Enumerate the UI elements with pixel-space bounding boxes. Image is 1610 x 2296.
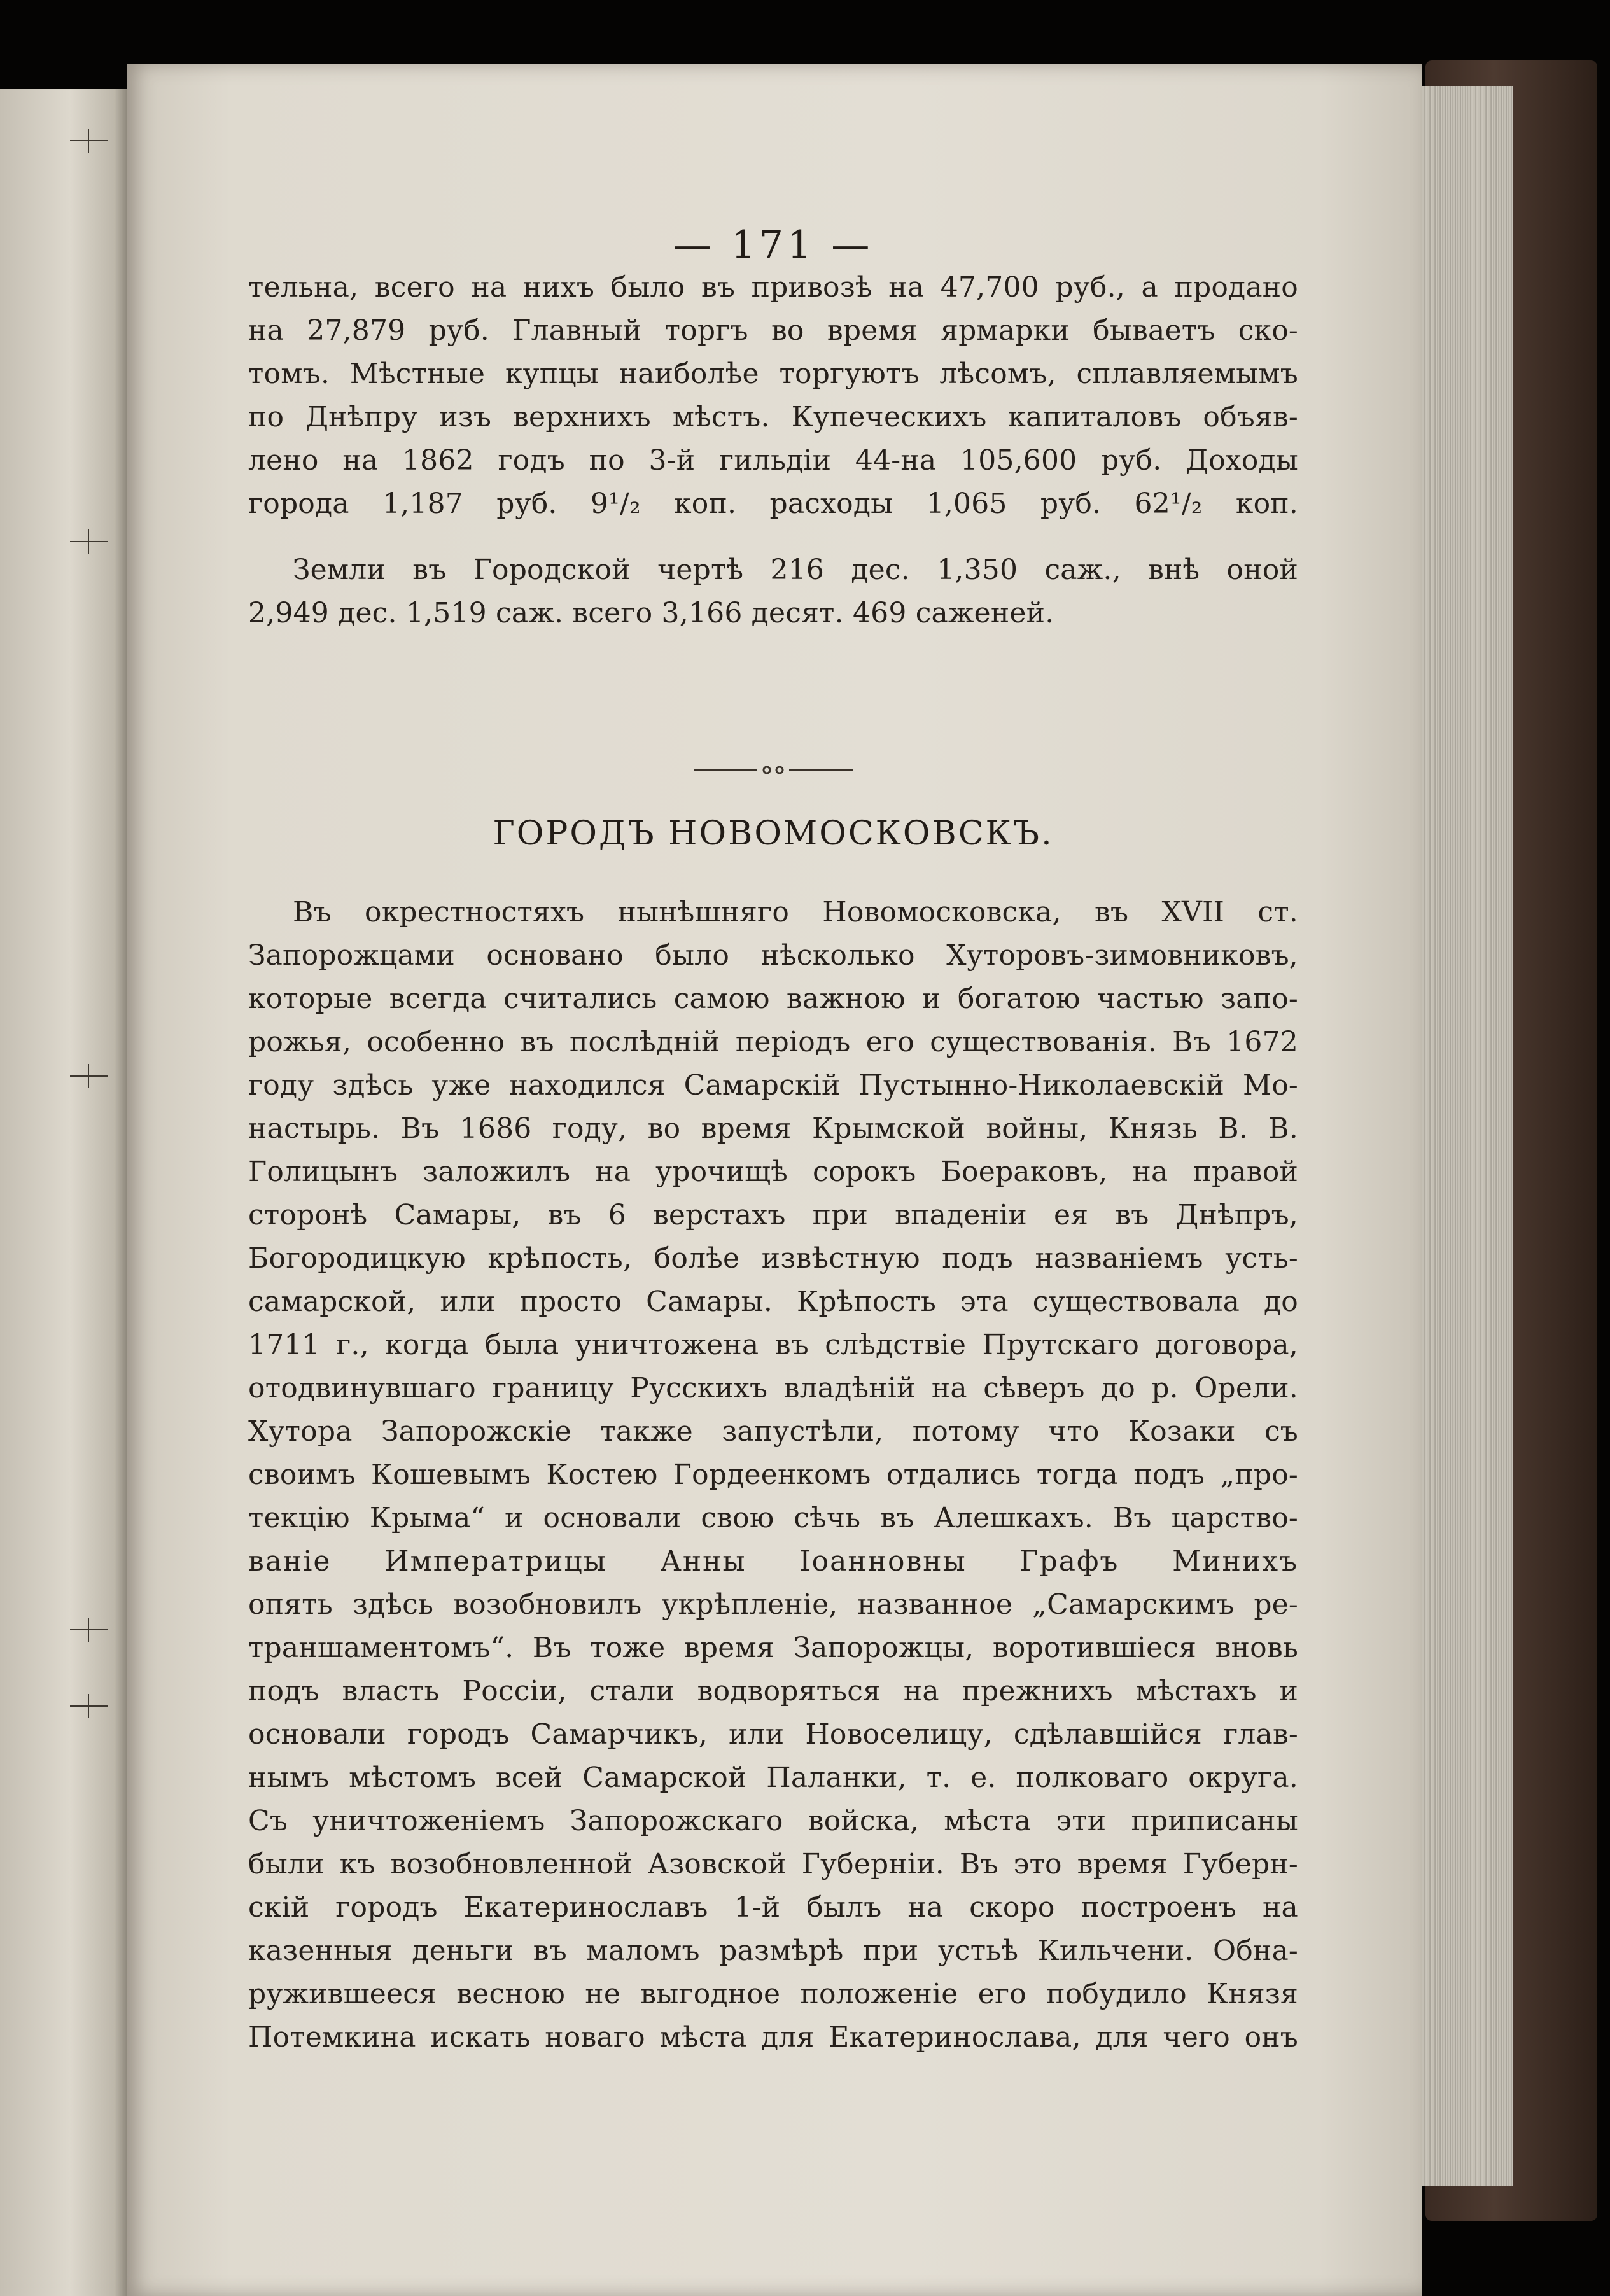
text-line: сторонѣ Самары, въ 6 верстахъ при впаденіи ея въ Днѣпръ, [248,1199,1298,1231]
text-line: 1711 г., когда была уничтожена въ слѣдствіе Прутскаго договора, [248,1329,1298,1361]
binding-stitch [70,1629,108,1630]
binding-stitch [70,1075,108,1077]
binding-stitch [70,541,108,542]
text-line: Запорожцами основано было нѣсколько Хуторовъ-зимовниковъ, [248,939,1298,972]
left-facing-page [0,89,127,2296]
paragraph-land [248,549,1298,635]
text-line: которые всегда считались самою важною и богатою частью запо- [248,983,1298,1015]
book-page [127,64,1422,2296]
text-line: настырь. Въ 1686 году, во время Крымской войны, Князь В. В. [248,1112,1298,1145]
text-line: своимъ Кошевымъ Костею Гордеенкомъ отдались тогда подъ „про- [248,1459,1298,1491]
text-line: Богородицкую крѣпость, болѣе извѣстную подъ названіемъ усть- [248,1242,1298,1275]
section-title: ГОРОДЪ НОВОМОСКОВСКЪ. [493,815,1054,853]
text-line: Въ окрестностяхъ нынѣшняго Новомосковска, въ XVII ст. [293,896,1298,928]
text-line: подъ власть Россіи, стали водворяться на прежнихъ мѣстахъ и [248,1675,1298,1707]
text-line: самарской, или просто Самары. Крѣпость эта существовала до [248,1285,1298,1318]
text-line: текцію Крыма“ и основали свою сѣчь въ Алешкахъ. Въ царство- [248,1502,1298,1534]
text-line: нымъ мѣстомъ всей Самарской Паланки, т. е. полковаго округа. [248,1761,1298,1794]
text-line: рожья, особенно въ послѣдній періодъ его существованія. Въ 1672 [248,1026,1298,1058]
text-line: были къ возобновленной Азовской Губерніи. Въ это время Губерн- [248,1848,1298,1880]
binding-stitch [70,1705,108,1707]
page-edges [1416,86,1513,2186]
text-line: скій городъ Екатеринославъ 1-й былъ на скоро построенъ на [248,1891,1298,1924]
text-line: Голицынъ заложилъ на урочищѣ сорокъ Боераковъ, на правой [248,1156,1298,1188]
text-line: опять здѣсь возобновилъ укрѣпленіе, названное „Самарскимъ ре- [248,1588,1298,1621]
text-line: на 27,879 руб. Главный торгъ во время ярмарки бываетъ ско- [248,314,1298,347]
text-line: ружившееся весною не выгодное положеніе его побудило Князя [248,1978,1298,2010]
text-line: по Днѣпру изъ верхнихъ мѣстъ. Купеческихъ капиталовъ объяв- [248,401,1298,433]
text-line: города 1,187 руб. 9¹/₂ коп. расходы 1,065 руб. 62¹/₂ коп. [248,487,1298,520]
text-line: Потемкина искать новаго мѣста для Екатеринослава, для чего онъ [248,2021,1298,2054]
text-line: Съ уничтоженіемъ Запорожскаго войска, мѣста эти приписаны [248,1805,1298,1837]
text-line: казенныя деньги въ маломъ размѣрѣ при устьѣ Кильчени. Обна- [248,1935,1298,1967]
paragraph-continuation [248,266,1298,526]
text-line: ваніе Императрицы Анны Іоанновны Графъ Минихъ [248,1545,1298,1578]
text-line: отодвинувшаго границу Русскихъ владѣній на сѣверъ до р. Орели. [248,1372,1298,1404]
text-line: Земли въ Городской чертѣ 216 дес. 1,350 саж., внѣ оной [293,554,1298,586]
section-divider-ornament [687,760,859,780]
text-line: году здѣсь уже находился Самарскій Пустынно-Николаевскій Мо- [248,1069,1298,1102]
page-number: — 171 — [673,223,874,267]
text-line: 2,949 дес. 1,519 саж. всего 3,166 десят. 469 саженей. [248,597,1054,629]
text-line: лено на 1862 годъ по 3-й гильдіи 44-на 105,600 руб. Доходы [248,444,1298,477]
text-line: траншаментомъ“. Въ тоже время Запорожцы, воротившіеся вновь [248,1632,1298,1664]
text-line: тельна, всего на нихъ было въ привозѣ на 47,700 руб., а продано [248,271,1298,304]
text-line: основали городъ Самарчикъ, или Новоселицу, сдѣлавшійся глав- [248,1718,1298,1751]
text-line: Хутора Запорожскіе также запустѣли, потому что Козаки съ [248,1415,1298,1448]
paragraph-novomoskovsk [248,891,1298,2059]
binding-stitch [70,140,108,141]
text-line: томъ. Мѣстные купцы наиболѣе торгуютъ лѣсомъ, сплавляемымъ [248,358,1298,390]
